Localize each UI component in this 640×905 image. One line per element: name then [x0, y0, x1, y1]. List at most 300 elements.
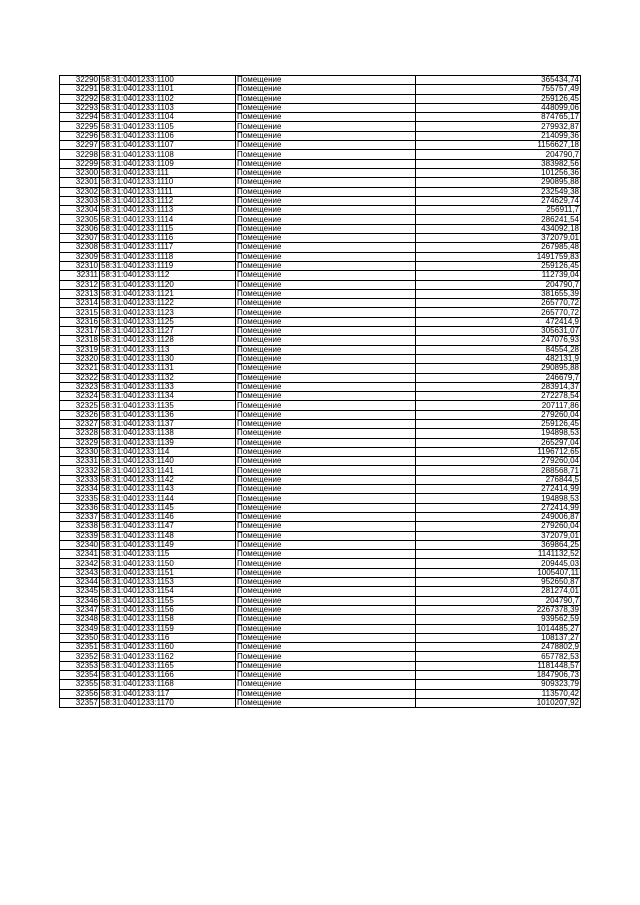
cadastral-value-cell: 874765,17	[416, 113, 581, 122]
cadastral-value-cell: 274629,74	[416, 196, 581, 205]
object-type-cell: Помещение	[236, 336, 416, 345]
cadastral-number-cell: 58:31:0401233:1149	[100, 540, 236, 549]
table-row	[60, 364, 581, 373]
row-number-cell: 32306	[60, 224, 100, 233]
table-row	[60, 689, 581, 698]
row-number-cell: 32319	[60, 345, 100, 354]
cadastral-number-cell: 58:31:0401233:1119	[100, 261, 236, 270]
cadastral-value-cell: 372079,01	[416, 531, 581, 540]
row-number-cell: 32331	[60, 457, 100, 466]
object-type-cell: Помещение	[236, 475, 416, 484]
row-number-cell: 32334	[60, 485, 100, 494]
table-row	[60, 354, 581, 363]
cadastral-value-cell: 2267378,39	[416, 605, 581, 614]
cadastral-number-cell: 58:31:0401233:111	[100, 168, 236, 177]
row-number-cell: 32345	[60, 587, 100, 596]
row-number-cell: 32340	[60, 540, 100, 549]
object-type-cell: Помещение	[236, 596, 416, 605]
table-row	[60, 633, 581, 642]
cadastral-number-cell: 58:31:0401233:1112	[100, 196, 236, 205]
row-number-cell: 32328	[60, 429, 100, 438]
cadastral-number-cell: 58:31:0401233:112	[100, 271, 236, 280]
object-type-cell: Помещение	[236, 85, 416, 94]
cadastral-value-cell: 84554,28	[416, 345, 581, 354]
row-number-cell: 32324	[60, 392, 100, 401]
cadastral-value-cell: 281274,01	[416, 587, 581, 596]
object-type-cell: Помещение	[236, 122, 416, 131]
cadastral-value-cell: 279260,04	[416, 410, 581, 419]
table-row	[60, 327, 581, 336]
row-number-cell: 32297	[60, 141, 100, 150]
cadastral-number-cell: 58:31:0401233:1168	[100, 680, 236, 689]
cadastral-number-cell: 58:31:0401233:1158	[100, 615, 236, 624]
cadastral-value-cell: 204790,7	[416, 280, 581, 289]
row-number-cell: 32347	[60, 605, 100, 614]
row-number-cell: 32339	[60, 531, 100, 540]
cadastral-number-cell: 58:31:0401233:1104	[100, 113, 236, 122]
cadastral-value-cell: 383982,56	[416, 159, 581, 168]
object-type-cell: Помещение	[236, 568, 416, 577]
cadastral-number-cell: 58:31:0401233:1155	[100, 596, 236, 605]
table-row	[60, 336, 581, 345]
cadastral-number-cell: 58:31:0401233:1130	[100, 354, 236, 363]
cadastral-number-cell: 58:31:0401233:1143	[100, 485, 236, 494]
row-number-cell: 32293	[60, 103, 100, 112]
cadastral-value-cell: 214099,36	[416, 131, 581, 140]
object-type-cell: Помещение	[236, 168, 416, 177]
row-number-cell: 32357	[60, 698, 100, 707]
row-number-cell: 32325	[60, 401, 100, 410]
table-row	[60, 392, 581, 401]
cadastral-value-cell: 939562,59	[416, 615, 581, 624]
cadastral-value-cell: 2478802,9	[416, 643, 581, 652]
row-number-cell: 32321	[60, 364, 100, 373]
object-type-cell: Помещение	[236, 76, 416, 85]
object-type-cell: Помещение	[236, 150, 416, 159]
table-row	[60, 308, 581, 317]
object-type-cell: Помещение	[236, 680, 416, 689]
table-row	[60, 150, 581, 159]
cadastral-value-cell: 279260,04	[416, 457, 581, 466]
object-type-cell: Помещение	[236, 652, 416, 661]
row-number-cell: 32343	[60, 568, 100, 577]
object-type-cell: Помещение	[236, 559, 416, 568]
cadastral-number-cell: 58:31:0401233:1120	[100, 280, 236, 289]
table-row	[60, 299, 581, 308]
table-row	[60, 485, 581, 494]
table-row	[60, 531, 581, 540]
object-type-cell: Помещение	[236, 215, 416, 224]
row-number-cell: 32327	[60, 419, 100, 428]
object-type-cell: Помещение	[236, 354, 416, 363]
cadastral-value-cell: 209445,03	[416, 559, 581, 568]
row-number-cell: 32329	[60, 438, 100, 447]
table-row	[60, 131, 581, 140]
cadastral-number-cell: 58:31:0401233:1105	[100, 122, 236, 131]
table-row	[60, 382, 581, 391]
object-type-cell: Помещение	[236, 531, 416, 540]
cadastral-number-cell: 58:31:0401233:1113	[100, 206, 236, 215]
table-row	[60, 373, 581, 382]
cadastral-value-cell: 108137,27	[416, 633, 581, 642]
cadastral-number-cell: 58:31:0401233:1154	[100, 587, 236, 596]
table-row	[60, 503, 581, 512]
row-number-cell: 32322	[60, 373, 100, 382]
row-number-cell: 32314	[60, 299, 100, 308]
cadastral-number-cell: 58:31:0401233:1107	[100, 141, 236, 150]
cadastral-number-cell: 58:31:0401233:1133	[100, 382, 236, 391]
cadastral-number-cell: 58:31:0401233:1150	[100, 559, 236, 568]
row-number-cell: 32330	[60, 447, 100, 456]
object-type-cell: Помещение	[236, 689, 416, 698]
cadastral-number-cell: 58:31:0401233:1140	[100, 457, 236, 466]
row-number-cell: 32311	[60, 271, 100, 280]
table-row	[60, 419, 581, 428]
object-type-cell: Помещение	[236, 178, 416, 187]
cadastral-number-cell: 58:31:0401233:1115	[100, 224, 236, 233]
cadastral-value-cell: 232549,38	[416, 187, 581, 196]
cadastral-value-cell: 286241,54	[416, 215, 581, 224]
object-type-cell: Помещение	[236, 364, 416, 373]
table-row	[60, 401, 581, 410]
cadastral-number-cell: 58:31:0401233:113	[100, 345, 236, 354]
cadastral-value-cell: 272414,99	[416, 485, 581, 494]
row-number-cell: 32335	[60, 494, 100, 503]
cadastral-number-cell: 58:31:0401233:1166	[100, 671, 236, 680]
cadastral-value-cell: 265297,04	[416, 438, 581, 447]
table-row	[60, 568, 581, 577]
table-row	[60, 698, 581, 707]
object-type-cell: Помещение	[236, 206, 416, 215]
cadastral-number-cell: 58:31:0401233:1122	[100, 299, 236, 308]
object-type-cell: Помещение	[236, 578, 416, 587]
row-number-cell: 32296	[60, 131, 100, 140]
cadastral-value-cell: 369864,25	[416, 540, 581, 549]
table-row	[60, 168, 581, 177]
object-type-cell: Помещение	[236, 141, 416, 150]
row-number-cell: 32320	[60, 354, 100, 363]
table-row	[60, 475, 581, 484]
object-type-cell: Помещение	[236, 401, 416, 410]
table-row	[60, 643, 581, 652]
cadastral-value-cell: 482131,9	[416, 354, 581, 363]
table-row	[60, 447, 581, 456]
table-row	[60, 252, 581, 261]
cadastral-number-cell: 58:31:0401233:1132	[100, 373, 236, 382]
object-type-cell: Помещение	[236, 485, 416, 494]
table-row	[60, 206, 581, 215]
row-number-cell: 32333	[60, 475, 100, 484]
cadastral-number-cell: 58:31:0401233:1123	[100, 308, 236, 317]
cadastral-number-cell: 58:31:0401233:1138	[100, 429, 236, 438]
table-row	[60, 559, 581, 568]
object-type-cell: Помещение	[236, 261, 416, 270]
row-number-cell: 32291	[60, 85, 100, 94]
cadastral-number-cell: 58:31:0401233:1114	[100, 215, 236, 224]
row-number-cell: 32295	[60, 122, 100, 131]
object-type-cell: Помещение	[236, 131, 416, 140]
row-number-cell: 32303	[60, 196, 100, 205]
row-number-cell: 32352	[60, 652, 100, 661]
cadastral-number-cell: 58:31:0401233:1147	[100, 522, 236, 531]
cadastral-table-body	[60, 76, 581, 708]
object-type-cell: Помещение	[236, 187, 416, 196]
table-row	[60, 671, 581, 680]
cadastral-value-cell: 256911,7	[416, 206, 581, 215]
row-number-cell: 32313	[60, 289, 100, 298]
object-type-cell: Помещение	[236, 438, 416, 447]
cadastral-number-cell: 58:31:0401233:1160	[100, 643, 236, 652]
cadastral-value-cell: 283914,37	[416, 382, 581, 391]
cadastral-number-cell: 58:31:0401233:116	[100, 633, 236, 642]
cadastral-value-cell: 249006,87	[416, 512, 581, 521]
cadastral-value-cell: 207117,86	[416, 401, 581, 410]
table-row	[60, 661, 581, 670]
cadastral-value-cell: 267985,48	[416, 243, 581, 252]
cadastral-value-cell: 909323,79	[416, 680, 581, 689]
row-number-cell: 32326	[60, 410, 100, 419]
row-number-cell: 32351	[60, 643, 100, 652]
cadastral-number-cell: 58:31:0401233:1100	[100, 76, 236, 85]
cadastral-number-cell: 58:31:0401233:1162	[100, 652, 236, 661]
cadastral-value-cell: 276844,5	[416, 475, 581, 484]
row-number-cell: 32298	[60, 150, 100, 159]
row-number-cell: 32353	[60, 661, 100, 670]
cadastral-number-cell: 58:31:0401233:1106	[100, 131, 236, 140]
object-type-cell: Помещение	[236, 540, 416, 549]
object-type-cell: Помещение	[236, 633, 416, 642]
row-number-cell: 32308	[60, 243, 100, 252]
cadastral-value-cell: 1010207,92	[416, 698, 581, 707]
table-row	[60, 438, 581, 447]
object-type-cell: Помещение	[236, 447, 416, 456]
object-type-cell: Помещение	[236, 94, 416, 103]
table-row	[60, 345, 581, 354]
row-number-cell: 32346	[60, 596, 100, 605]
row-number-cell: 32316	[60, 317, 100, 326]
table-row	[60, 615, 581, 624]
cadastral-number-cell: 58:31:0401233:1151	[100, 568, 236, 577]
object-type-cell: Помещение	[236, 224, 416, 233]
object-type-cell: Помещение	[236, 327, 416, 336]
row-number-cell: 32332	[60, 466, 100, 475]
cadastral-number-cell: 58:31:0401233:1145	[100, 503, 236, 512]
row-number-cell: 32342	[60, 559, 100, 568]
cadastral-number-cell: 58:31:0401233:1102	[100, 94, 236, 103]
cadastral-value-cell: 259126,45	[416, 94, 581, 103]
table-row	[60, 605, 581, 614]
object-type-cell: Помещение	[236, 299, 416, 308]
table-row	[60, 103, 581, 112]
object-type-cell: Помещение	[236, 466, 416, 475]
table-row	[60, 261, 581, 270]
cadastral-value-cell: 272414,99	[416, 503, 581, 512]
object-type-cell: Помещение	[236, 550, 416, 559]
row-number-cell: 32309	[60, 252, 100, 261]
table-row	[60, 596, 581, 605]
row-number-cell: 32336	[60, 503, 100, 512]
object-type-cell: Помещение	[236, 661, 416, 670]
cadastral-value-cell: 204790,7	[416, 596, 581, 605]
cadastral-number-cell: 58:31:0401233:1109	[100, 159, 236, 168]
object-type-cell: Помещение	[236, 373, 416, 382]
cadastral-value-cell: 113570,42	[416, 689, 581, 698]
row-number-cell: 32301	[60, 178, 100, 187]
table-row	[60, 224, 581, 233]
row-number-cell: 32302	[60, 187, 100, 196]
table-row	[60, 550, 581, 559]
cadastral-value-cell: 448099,06	[416, 103, 581, 112]
object-type-cell: Помещение	[236, 522, 416, 531]
cadastral-value-cell: 1141132,52	[416, 550, 581, 559]
cadastral-number-cell: 58:31:0401233:1111	[100, 187, 236, 196]
object-type-cell: Помещение	[236, 345, 416, 354]
object-type-cell: Помещение	[236, 392, 416, 401]
row-number-cell: 32356	[60, 689, 100, 698]
cadastral-value-cell: 305631,07	[416, 327, 581, 336]
table-row	[60, 187, 581, 196]
cadastral-value-cell: 365434,74	[416, 76, 581, 85]
row-number-cell: 32305	[60, 215, 100, 224]
cadastral-value-cell: 1196712,65	[416, 447, 581, 456]
object-type-cell: Помещение	[236, 419, 416, 428]
table-row	[60, 85, 581, 94]
cadastral-number-cell: 58:31:0401233:1136	[100, 410, 236, 419]
cadastral-value-cell: 112739,04	[416, 271, 581, 280]
cadastral-value-cell: 952650,87	[416, 578, 581, 587]
cadastral-value-cell: 279260,04	[416, 522, 581, 531]
object-type-cell: Помещение	[236, 159, 416, 168]
row-number-cell: 32317	[60, 327, 100, 336]
cadastral-number-cell: 58:31:0401233:1117	[100, 243, 236, 252]
cadastral-number-cell: 58:31:0401233:1141	[100, 466, 236, 475]
table-row	[60, 466, 581, 475]
table-row	[60, 178, 581, 187]
table-row	[60, 578, 581, 587]
row-number-cell: 32349	[60, 624, 100, 633]
table-row	[60, 141, 581, 150]
object-type-cell: Помещение	[236, 280, 416, 289]
table-row	[60, 540, 581, 549]
object-type-cell: Помещение	[236, 113, 416, 122]
cadastral-value-cell: 247076,93	[416, 336, 581, 345]
table-row	[60, 410, 581, 419]
cadastral-table	[59, 75, 581, 708]
cadastral-number-cell: 58:31:0401233:1146	[100, 512, 236, 521]
cadastral-number-cell: 58:31:0401233:1137	[100, 419, 236, 428]
row-number-cell: 32323	[60, 382, 100, 391]
cadastral-number-cell: 58:31:0401233:1118	[100, 252, 236, 261]
table-row	[60, 429, 581, 438]
cadastral-number-cell: 58:31:0401233:1153	[100, 578, 236, 587]
object-type-cell: Помещение	[236, 234, 416, 243]
cadastral-value-cell: 272278,54	[416, 392, 581, 401]
cadastral-number-cell: 58:31:0401233:1128	[100, 336, 236, 345]
object-type-cell: Помещение	[236, 587, 416, 596]
row-number-cell: 32312	[60, 280, 100, 289]
table-row	[60, 289, 581, 298]
table-row	[60, 76, 581, 85]
table-row	[60, 457, 581, 466]
table-row	[60, 243, 581, 252]
cadastral-number-cell: 58:31:0401233:1121	[100, 289, 236, 298]
cadastral-value-cell: 204790,7	[416, 150, 581, 159]
object-type-cell: Помещение	[236, 243, 416, 252]
cadastral-value-cell: 194898,53	[416, 494, 581, 503]
cadastral-value-cell: 1847906,73	[416, 671, 581, 680]
cadastral-number-cell: 58:31:0401233:1135	[100, 401, 236, 410]
row-number-cell: 32350	[60, 633, 100, 642]
cadastral-number-cell: 58:31:0401233:1127	[100, 327, 236, 336]
cadastral-number-cell: 58:31:0401233:1103	[100, 103, 236, 112]
cadastral-value-cell: 279932,87	[416, 122, 581, 131]
cadastral-number-cell: 58:31:0401233:114	[100, 447, 236, 456]
object-type-cell: Помещение	[236, 494, 416, 503]
cadastral-value-cell: 101256,36	[416, 168, 581, 177]
table-row	[60, 113, 581, 122]
cadastral-number-cell: 58:31:0401233:1159	[100, 624, 236, 633]
table-row	[60, 522, 581, 531]
cadastral-value-cell: 259126,45	[416, 419, 581, 428]
object-type-cell: Помещение	[236, 317, 416, 326]
object-type-cell: Помещение	[236, 196, 416, 205]
cadastral-value-cell: 265770,72	[416, 308, 581, 317]
object-type-cell: Помещение	[236, 643, 416, 652]
row-number-cell: 32307	[60, 234, 100, 243]
row-number-cell: 32337	[60, 512, 100, 521]
cadastral-value-cell: 259126,45	[416, 261, 581, 270]
object-type-cell: Помещение	[236, 615, 416, 624]
cadastral-value-cell: 1005407,11	[416, 568, 581, 577]
table-row	[60, 159, 581, 168]
row-number-cell: 32341	[60, 550, 100, 559]
object-type-cell: Помещение	[236, 289, 416, 298]
cadastral-value-cell: 1014485,27	[416, 624, 581, 633]
cadastral-number-cell: 58:31:0401233:1139	[100, 438, 236, 447]
row-number-cell: 32294	[60, 113, 100, 122]
object-type-cell: Помещение	[236, 410, 416, 419]
object-type-cell: Помещение	[236, 252, 416, 261]
object-type-cell: Помещение	[236, 671, 416, 680]
row-number-cell: 32290	[60, 76, 100, 85]
table-row	[60, 512, 581, 521]
cadastral-value-cell: 290895,88	[416, 364, 581, 373]
cadastral-number-cell: 58:31:0401233:1165	[100, 661, 236, 670]
object-type-cell: Помещение	[236, 103, 416, 112]
cadastral-value-cell: 372079,01	[416, 234, 581, 243]
row-number-cell: 32304	[60, 206, 100, 215]
cadastral-value-cell: 246679,7	[416, 373, 581, 382]
cadastral-number-cell: 58:31:0401233:1142	[100, 475, 236, 484]
cadastral-value-cell: 288568,71	[416, 466, 581, 475]
table-row	[60, 234, 581, 243]
table-row	[60, 94, 581, 103]
table-row	[60, 271, 581, 280]
table-row	[60, 680, 581, 689]
table-row	[60, 196, 581, 205]
cadastral-number-cell: 58:31:0401233:1170	[100, 698, 236, 707]
cadastral-value-cell: 1181448,57	[416, 661, 581, 670]
object-type-cell: Помещение	[236, 271, 416, 280]
cadastral-value-cell: 265770,72	[416, 299, 581, 308]
table-row	[60, 122, 581, 131]
row-number-cell: 32310	[60, 261, 100, 270]
cadastral-value-cell: 1491759,83	[416, 252, 581, 261]
table-row	[60, 587, 581, 596]
row-number-cell: 32299	[60, 159, 100, 168]
cadastral-number-cell: 58:31:0401233:1116	[100, 234, 236, 243]
object-type-cell: Помещение	[236, 698, 416, 707]
